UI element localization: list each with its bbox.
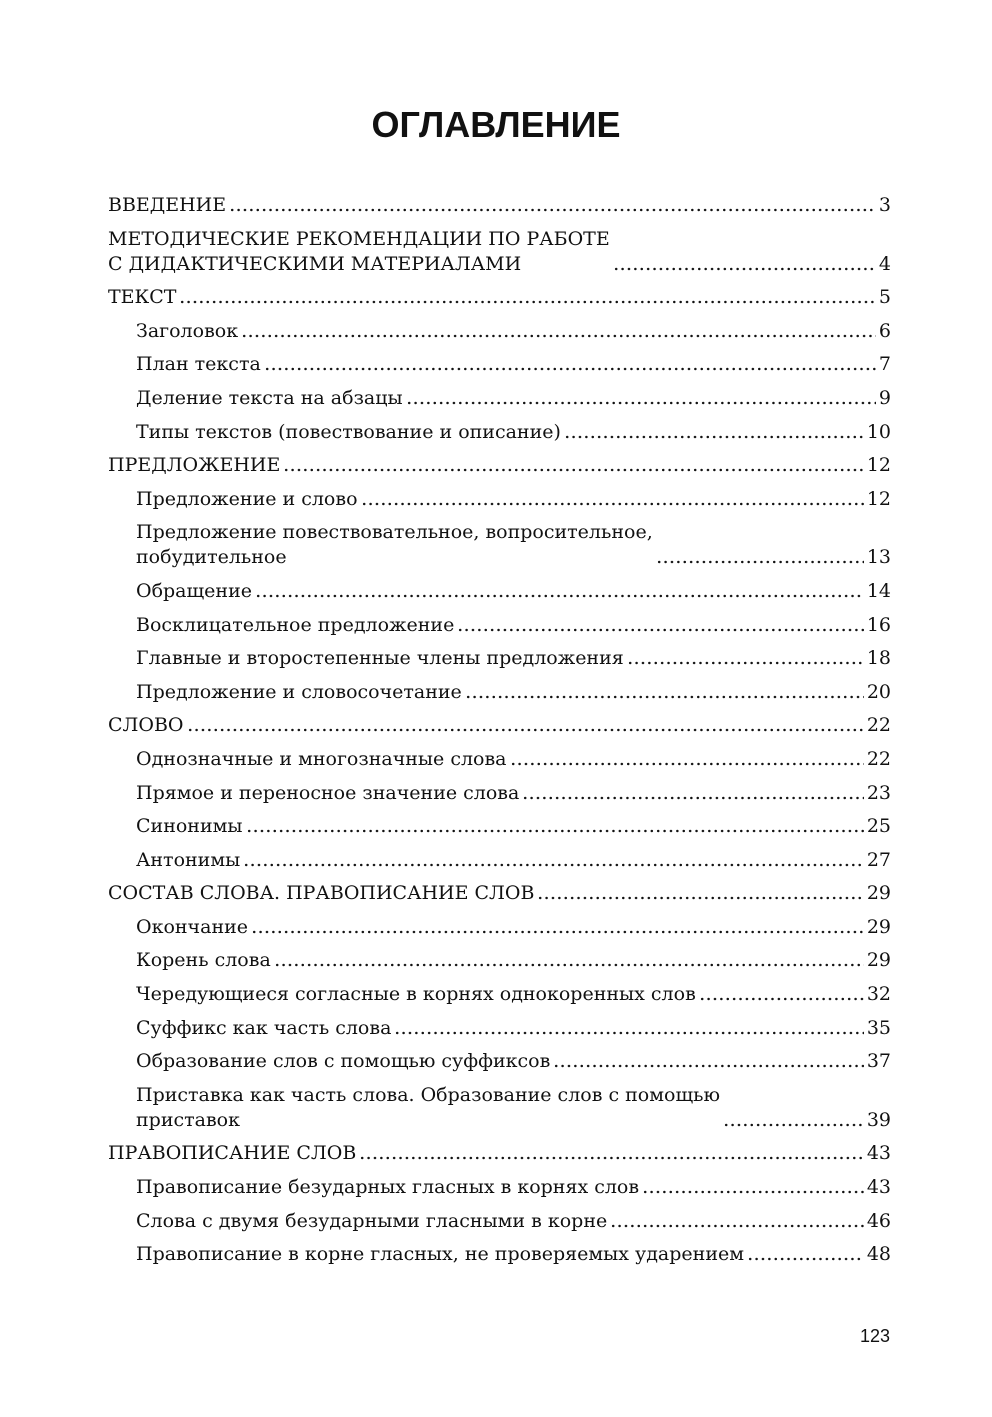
toc-entry[interactable] — [108, 1141, 891, 1166]
toc-entry-label: Корень слова — [136, 949, 271, 972]
dot-leader — [627, 660, 864, 666]
toc-entry-page: 46 — [866, 1209, 891, 1232]
dot-leader — [359, 1155, 863, 1161]
dot-leader — [283, 467, 863, 473]
dot-leader — [510, 761, 864, 767]
toc-entry[interactable] — [108, 646, 891, 671]
toc-entry[interactable] — [108, 453, 891, 478]
toc-entry[interactable] — [108, 982, 891, 1007]
toc-entry-page: 29 — [866, 949, 891, 972]
dot-leader — [457, 627, 863, 633]
toc-entry-label: Приставка как часть слова. Образование слов с помощью приставок — [136, 1083, 720, 1131]
toc-entry-page: 5 — [878, 286, 891, 309]
toc-entry-page: 14 — [866, 579, 891, 602]
toc-entry-label: СОСТАВ СЛОВА. ПРАВОПИСАНИЕ СЛОВ — [108, 882, 535, 905]
dot-leader — [246, 828, 864, 834]
toc-entry-page: 12 — [866, 454, 891, 477]
dot-leader — [522, 795, 864, 801]
toc-entry-page: 6 — [878, 319, 891, 342]
toc-entry[interactable] — [108, 680, 891, 705]
toc-entry-label: Предложение повествовательное, вопросительное, побудительное — [136, 521, 653, 569]
toc-entry-label: Предложение и слово — [136, 487, 358, 510]
dot-leader — [255, 593, 864, 599]
toc-entry-page: 23 — [866, 781, 891, 804]
toc-entry-label: План текста — [136, 353, 261, 376]
dot-leader — [229, 207, 876, 213]
dot-leader — [394, 1030, 863, 1036]
dot-leader — [613, 266, 876, 272]
dot-leader — [537, 895, 863, 901]
toc-entry-page: 48 — [866, 1243, 891, 1266]
page-number: 123 — [859, 1326, 890, 1346]
toc-entry-label: МЕТОДИЧЕСКИЕ РЕКОМЕНДАЦИИ ПО РАБОТЕ С ДИДАКТИЧЕСКИМИ МАТЕРИАЛАМИ — [108, 227, 610, 275]
toc-entry-label: Образование слов с помощью суффиксов — [136, 1050, 551, 1073]
toc-entry-page: 35 — [866, 1016, 891, 1039]
table-of-contents — [108, 193, 891, 1276]
toc-entry[interactable] — [108, 814, 891, 839]
toc-entry-page: 9 — [878, 386, 891, 409]
toc-entry-label: Суффикс как часть слова — [136, 1016, 392, 1039]
toc-entry[interactable] — [108, 319, 891, 344]
toc-entry[interactable] — [108, 1209, 891, 1234]
toc-entry-page: 18 — [866, 647, 891, 670]
toc-entry-page: 7 — [878, 353, 891, 376]
toc-entry-page: 12 — [866, 487, 891, 510]
dot-leader — [361, 501, 864, 507]
toc-entry-page: 37 — [866, 1050, 891, 1073]
toc-entry-page: 29 — [866, 915, 891, 938]
toc-entry-label: Однозначные и многозначные слова — [136, 747, 507, 770]
dot-leader — [610, 1223, 864, 1229]
toc-entry-page: 43 — [866, 1142, 891, 1165]
toc-entry[interactable] — [108, 193, 891, 218]
toc-entry-page: 25 — [866, 815, 891, 838]
dot-leader — [642, 1189, 864, 1195]
toc-entry-label: Правописание безударных гласных в корнях слов — [136, 1176, 640, 1199]
dot-leader — [241, 333, 876, 339]
dot-leader — [243, 862, 864, 868]
toc-entry-page: 3 — [878, 194, 891, 216]
toc-entry[interactable] — [108, 713, 891, 738]
toc-entry[interactable] — [108, 1242, 891, 1267]
toc-entry[interactable] — [108, 781, 891, 806]
toc-entry-page: 29 — [866, 882, 891, 905]
toc-entry[interactable] — [108, 848, 891, 873]
dot-leader — [264, 366, 876, 372]
toc-entry[interactable] — [108, 881, 891, 906]
toc-entry-label: ПРЕДЛОЖЕНИЕ — [108, 454, 281, 477]
toc-entry-label: Деление текста на абзацы — [136, 386, 403, 409]
toc-entry-label: Чередующиеся согласные в корнях однокоренных слов — [136, 983, 696, 1006]
toc-entry[interactable] — [108, 285, 891, 310]
dot-leader — [656, 559, 864, 565]
toc-entry-page: 22 — [866, 747, 891, 770]
toc-entry-page: 16 — [866, 613, 891, 636]
toc-entry[interactable] — [108, 520, 891, 570]
toc-entry-label: Антонимы — [136, 848, 241, 871]
toc-entry[interactable] — [108, 747, 891, 772]
toc-entry[interactable] — [108, 227, 891, 277]
dot-leader — [465, 694, 864, 700]
dot-leader — [699, 996, 864, 1002]
toc-entry-page: 39 — [866, 1108, 891, 1131]
toc-entry-label: Прямое и переносное значение слова — [136, 781, 520, 804]
page-title: ОГЛАВЛЕНИЕ — [371, 104, 621, 145]
toc-entry[interactable] — [108, 948, 891, 973]
toc-entry[interactable] — [108, 352, 891, 377]
toc-entry[interactable] — [108, 1049, 891, 1074]
toc-entry-label: ПРАВОПИСАНИЕ СЛОВ — [108, 1142, 357, 1165]
toc-entry[interactable] — [108, 1083, 891, 1133]
toc-entry[interactable] — [108, 386, 891, 411]
toc-entry-page: 13 — [866, 546, 891, 569]
toc-entry-label: Предложение и словосочетание — [136, 680, 462, 703]
dot-leader — [187, 727, 864, 733]
toc-entry-label: Заголовок — [136, 319, 239, 342]
toc-entry-page: 27 — [866, 848, 891, 871]
toc-entry-page: 20 — [866, 680, 891, 703]
toc-entry-page: 4 — [878, 252, 891, 275]
toc-entry-page: 32 — [866, 983, 891, 1006]
toc-entry[interactable] — [108, 915, 891, 940]
dot-leader — [723, 1122, 864, 1128]
dot-leader — [747, 1256, 864, 1262]
toc-entry-label: Восклицательное предложение — [136, 613, 455, 636]
toc-entry-label: СЛОВО — [108, 714, 184, 737]
toc-entry-label: Синонимы — [136, 815, 243, 838]
dot-leader — [553, 1063, 864, 1069]
dot-leader — [406, 400, 876, 406]
toc-entry-label: Обращение — [136, 579, 252, 602]
toc-entry-label: Главные и второстепенные члены предложения — [136, 647, 624, 670]
toc-entry[interactable] — [108, 1016, 891, 1041]
dot-leader — [179, 299, 875, 305]
toc-entry[interactable] — [108, 487, 891, 512]
dot-leader — [274, 962, 864, 968]
toc-entry[interactable] — [108, 1175, 891, 1200]
toc-entry-label: Типы текстов (повествование и описание) — [136, 420, 561, 443]
toc-entry-label: Слова с двумя безударными гласными в корне — [136, 1209, 608, 1232]
toc-entry[interactable] — [108, 613, 891, 638]
dot-leader — [564, 434, 864, 440]
toc-entry[interactable] — [108, 420, 891, 445]
dot-leader — [251, 929, 864, 935]
toc-entry-label: Окончание — [136, 915, 249, 938]
toc-entry[interactable] — [108, 579, 891, 604]
toc-entry-page: 10 — [866, 420, 891, 443]
toc-entry-label: Правописание в корне гласных, не проверяемых ударением — [136, 1243, 744, 1266]
toc-entry-page: 22 — [866, 714, 891, 737]
toc-entry-label: ВВЕДЕНИЕ — [108, 194, 227, 216]
toc-entry-label: ТЕКСТ — [108, 286, 177, 309]
toc-entry-page: 43 — [866, 1176, 891, 1199]
